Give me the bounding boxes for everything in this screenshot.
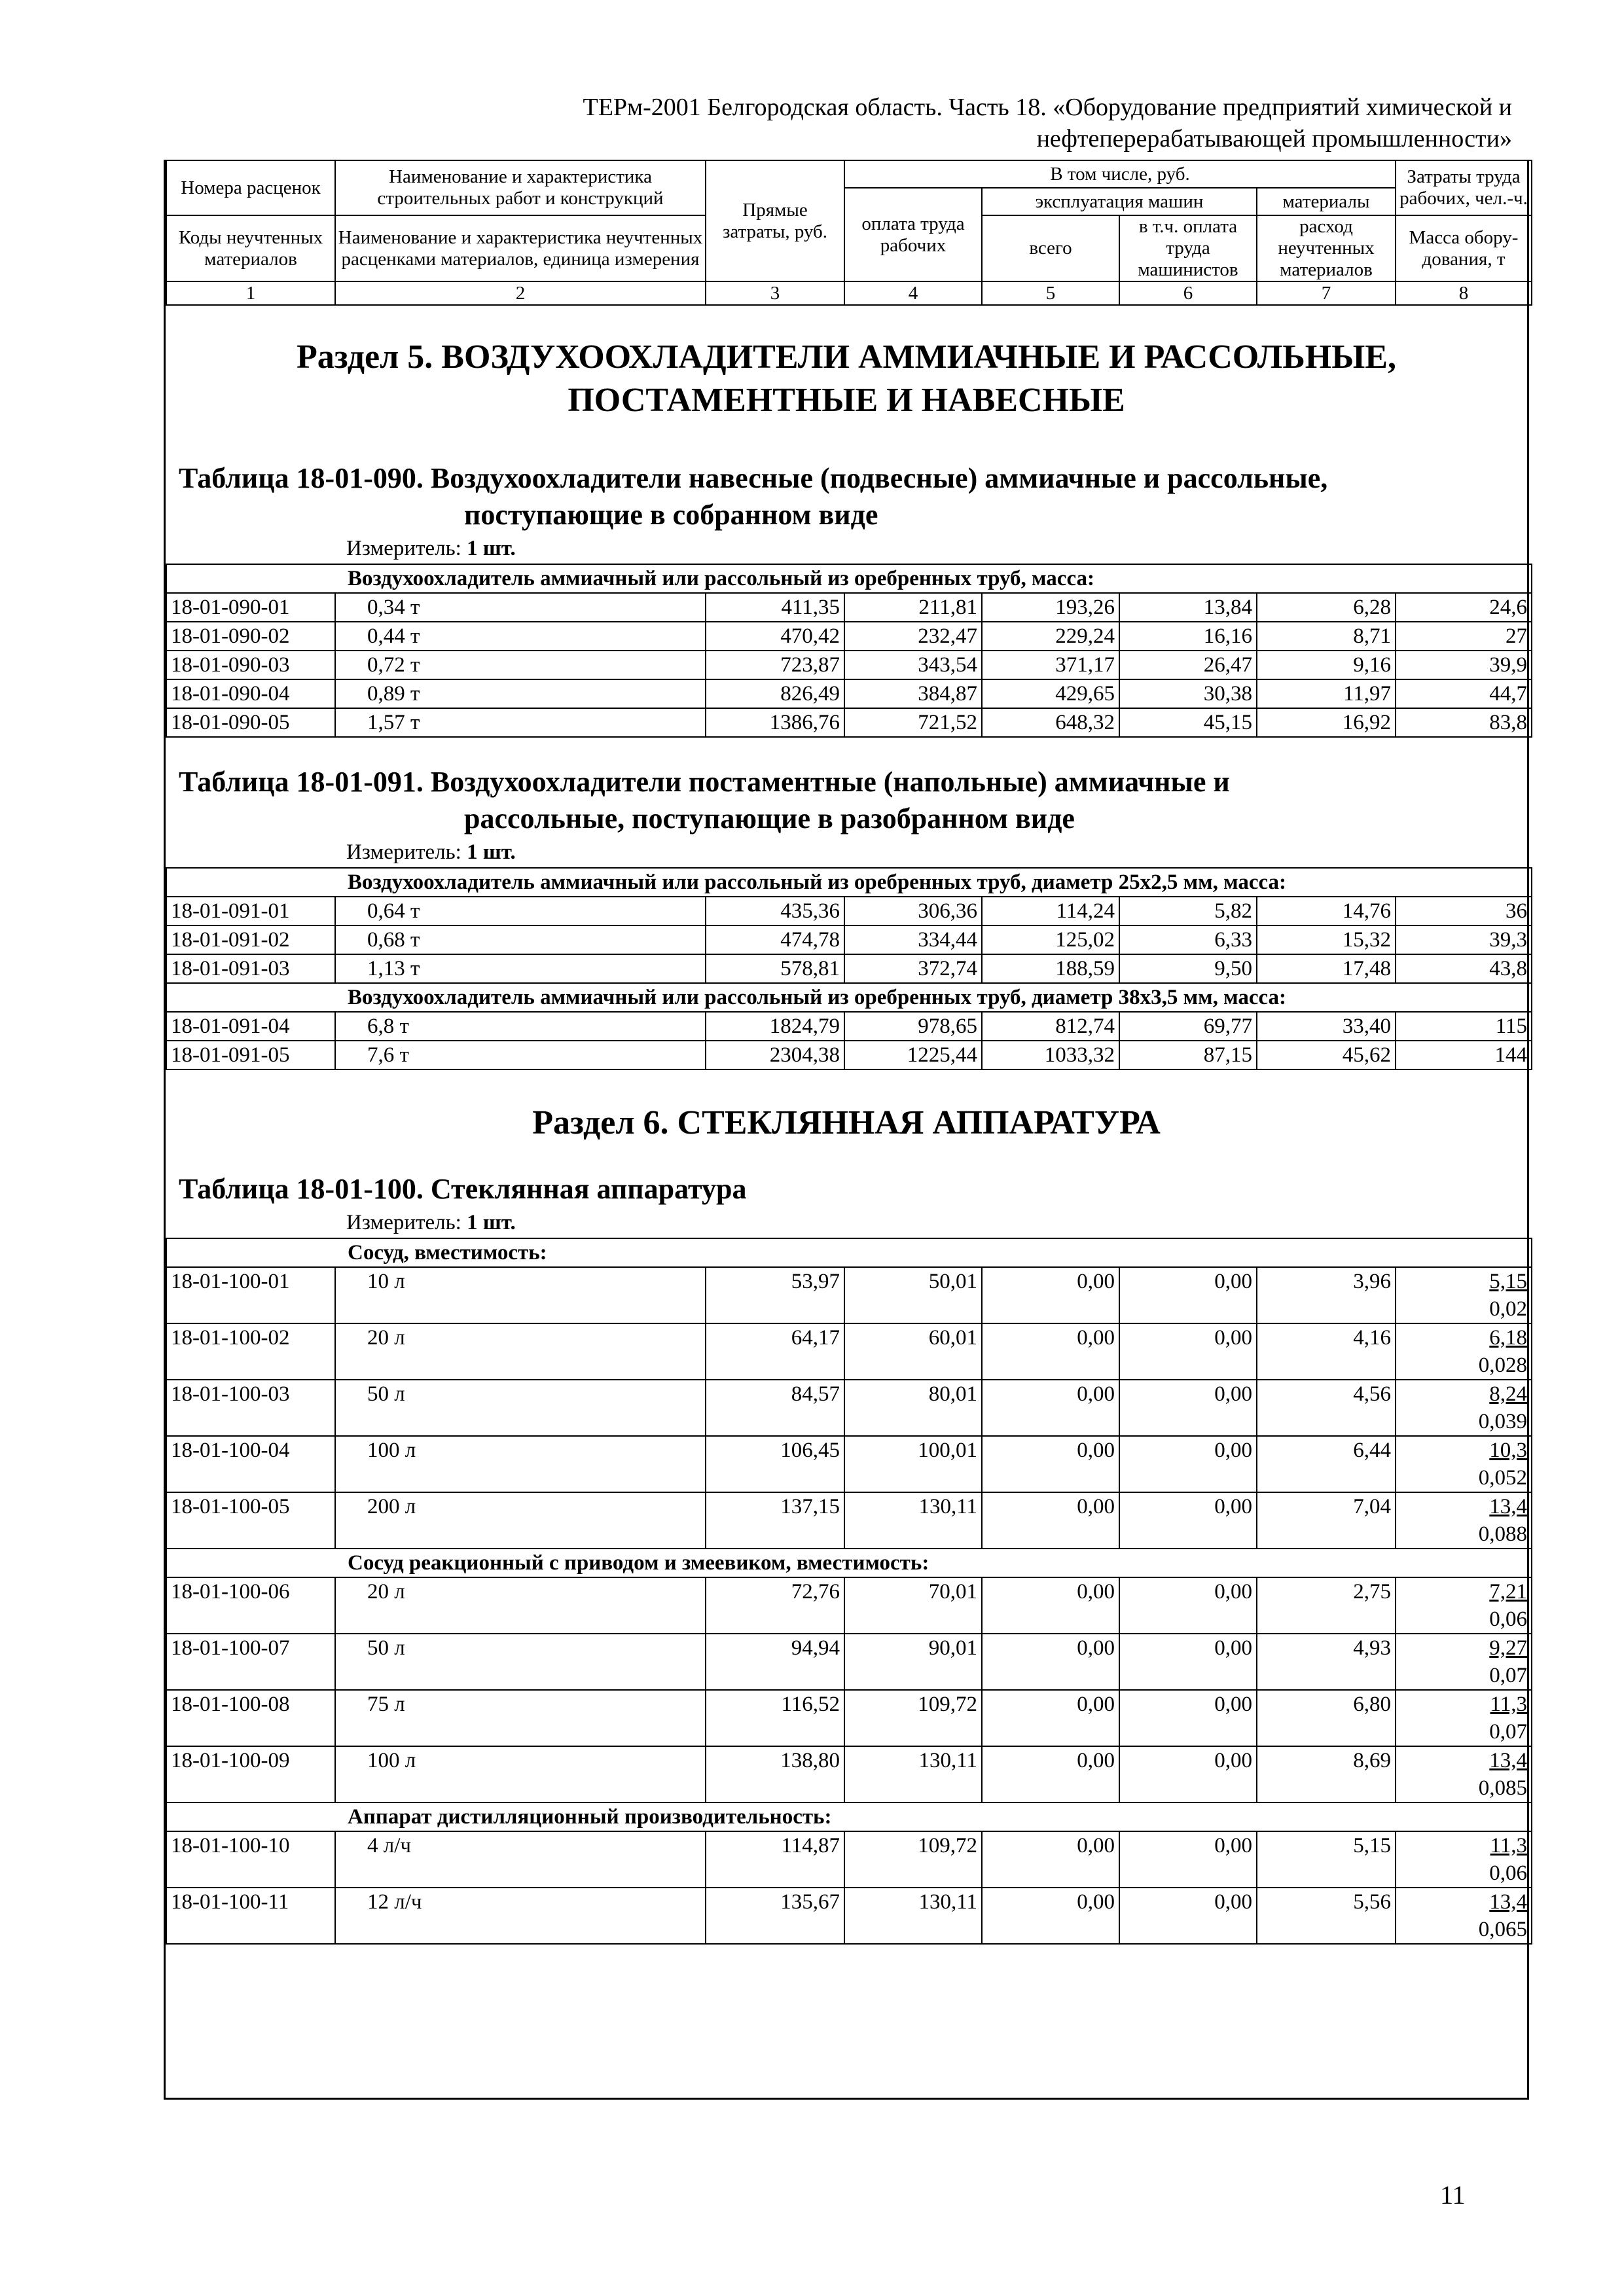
labor-costs: 39,3 [1396, 925, 1532, 954]
table-091-title-line1: Таблица 18-01-091. Воздухоохладители постаментные (напольные) аммиачные и [179, 766, 1230, 798]
labor-costs: 5,15 [1489, 1270, 1528, 1293]
labor-costs: 11,3 [1490, 1693, 1528, 1716]
materials-cost: 16,92 [1257, 708, 1396, 737]
equipment-mass: 0,039 [1478, 1410, 1528, 1433]
direct-costs: 578,81 [706, 954, 844, 983]
rate-code: 18-01-090-04 [166, 679, 335, 708]
table-row [166, 1267, 1532, 1323]
direct-costs: 411,35 [706, 593, 844, 622]
materials-cost: 17,48 [1257, 954, 1396, 983]
worker-pay: 211,81 [844, 593, 982, 622]
item-name: 0,64 т [335, 897, 706, 925]
item-name: 7,6 т [335, 1041, 706, 1069]
labor-and-mass [1396, 1380, 1532, 1436]
machinist-pay: 0,00 [1119, 1831, 1257, 1888]
group-header-row [166, 868, 1532, 897]
direct-costs: 137,15 [706, 1492, 844, 1549]
item-name: 10 л [335, 1267, 706, 1323]
group-header-row [166, 1803, 1532, 1831]
machinist-pay: 0,00 [1119, 1267, 1257, 1323]
group-header-label: Сосуд реакционный с приводом и змеевиком, вместимость: [166, 1549, 1532, 1577]
rate-code: 18-01-100-05 [166, 1492, 335, 1549]
worker-pay: 343,54 [844, 651, 982, 679]
header-col-number: 6 [1119, 281, 1257, 305]
worker-pay: 100,01 [844, 1436, 982, 1492]
materials-cost: 3,96 [1257, 1267, 1396, 1323]
direct-costs: 84,57 [706, 1380, 844, 1436]
machines-total: 193,26 [982, 593, 1119, 622]
item-name: 50 л [335, 1634, 706, 1690]
header-col-number: 5 [982, 281, 1119, 305]
materials-cost: 4,16 [1257, 1323, 1396, 1380]
labor-costs: 43,8 [1396, 954, 1532, 983]
direct-costs: 114,87 [706, 1831, 844, 1888]
equipment-mass: 0,07 [1489, 1664, 1528, 1687]
table-100-title: Таблица 18-01-100. Стеклянная аппаратура [179, 1173, 747, 1205]
item-name: 0,89 т [335, 679, 706, 708]
document-title [164, 92, 1512, 154]
labor-costs: 9,27 [1489, 1636, 1528, 1660]
rate-code: 18-01-090-01 [166, 593, 335, 622]
machines-total: 0,00 [982, 1380, 1119, 1436]
machinist-pay: 0,00 [1119, 1492, 1257, 1549]
section-6-title: Раздел 6. СТЕКЛЯННАЯ АППАРАТУРА [532, 1104, 1161, 1141]
machinist-pay: 6,33 [1119, 925, 1257, 954]
machines-total: 371,17 [982, 651, 1119, 679]
header-material-consumption: расход неучтенных материалов [1257, 215, 1396, 281]
labor-and-mass [1396, 1267, 1532, 1323]
machines-total: 125,02 [982, 925, 1119, 954]
direct-costs: 116,52 [706, 1690, 844, 1746]
labor-costs: 6,18 [1489, 1326, 1528, 1350]
meter-value: 1 шт. [467, 1211, 516, 1234]
labor-and-mass [1396, 1746, 1532, 1803]
labor-costs: 39,9 [1396, 651, 1532, 679]
meter-value: 1 шт. [467, 537, 516, 560]
machines-total: 188,59 [982, 954, 1119, 983]
table-row [166, 651, 1532, 679]
machinist-pay: 5,82 [1119, 897, 1257, 925]
group-header-label: Сосуд, вместимость: [166, 1238, 1532, 1267]
machinist-pay: 30,38 [1119, 679, 1257, 708]
machinist-pay: 0,00 [1119, 1888, 1257, 1944]
item-name: 0,34 т [335, 593, 706, 622]
item-name: 0,68 т [335, 925, 706, 954]
item-name: 20 л [335, 1323, 706, 1380]
rate-code: 18-01-090-05 [166, 708, 335, 737]
direct-costs: 53,97 [706, 1267, 844, 1323]
group-header-label: Воздухоохладитель аммиачный или рассольный из оребренных труб, масса: [166, 564, 1532, 593]
direct-costs: 470,42 [706, 622, 844, 651]
machines-total: 0,00 [982, 1888, 1119, 1944]
worker-pay: 721,52 [844, 708, 982, 737]
table-row [166, 593, 1532, 622]
header-col-number: 7 [1257, 281, 1396, 305]
materials-cost: 14,76 [1257, 897, 1396, 925]
rate-code: 18-01-090-03 [166, 651, 335, 679]
machinist-pay: 0,00 [1119, 1577, 1257, 1634]
group-header-row [166, 1549, 1532, 1577]
equipment-mass: 0,085 [1478, 1776, 1528, 1800]
labor-and-mass [1396, 1323, 1532, 1380]
rate-code: 18-01-100-08 [166, 1690, 335, 1746]
direct-costs: 64,17 [706, 1323, 844, 1380]
machines-total: 812,74 [982, 1012, 1119, 1041]
worker-pay: 90,01 [844, 1634, 982, 1690]
materials-cost: 8,69 [1257, 1746, 1396, 1803]
table-090-title-line2: поступающие в собранном виде [464, 499, 878, 531]
table-090-title-line1: Таблица 18-01-090. Воздухоохладители навесные (подвесные) аммиачные и рассольные, [179, 462, 1328, 494]
machines-total: 648,32 [982, 708, 1119, 737]
direct-costs: 474,78 [706, 925, 844, 954]
header-including: В том числе, руб. [844, 160, 1396, 188]
direct-costs: 2304,38 [706, 1041, 844, 1069]
table-row [166, 1492, 1532, 1549]
materials-cost: 5,56 [1257, 1888, 1396, 1944]
machines-total: 0,00 [982, 1492, 1119, 1549]
direct-costs: 138,80 [706, 1746, 844, 1803]
machines-total: 0,00 [982, 1831, 1119, 1888]
labor-costs: 144 [1396, 1041, 1532, 1069]
worker-pay: 130,11 [844, 1492, 982, 1549]
equipment-mass: 0,06 [1489, 1607, 1528, 1631]
item-name: 4 л/ч [335, 1831, 706, 1888]
worker-pay: 50,01 [844, 1267, 982, 1323]
worker-pay: 80,01 [844, 1380, 982, 1436]
materials-cost: 6,80 [1257, 1690, 1396, 1746]
machinist-pay: 87,15 [1119, 1041, 1257, 1069]
materials-cost: 2,75 [1257, 1577, 1396, 1634]
rate-code: 18-01-100-02 [166, 1323, 335, 1380]
table-row [166, 1380, 1532, 1436]
table-row [166, 1690, 1532, 1746]
item-name: 0,72 т [335, 651, 706, 679]
labor-costs: 44,7 [1396, 679, 1532, 708]
rate-code: 18-01-100-03 [166, 1380, 335, 1436]
rate-code: 18-01-100-06 [166, 1577, 335, 1634]
labor-costs: 13,4 [1489, 1495, 1528, 1518]
materials-cost: 6,28 [1257, 593, 1396, 622]
worker-pay: 70,01 [844, 1577, 982, 1634]
machinist-pay: 69,77 [1119, 1012, 1257, 1041]
table-100 [166, 1238, 1532, 1945]
header-equipment-mass: Масса обору-дования, т [1396, 215, 1532, 281]
page-frame [164, 160, 1529, 2100]
equipment-mass: 0,052 [1478, 1466, 1528, 1490]
document-title-line1: ТЕРм-2001 Белгородская область. Часть 18. «Оборудование предприятий химической и [583, 94, 1512, 121]
direct-costs: 435,36 [706, 897, 844, 925]
table-091-title-line2: рассольные, поступающие в разобранном виде [464, 802, 1075, 834]
direct-costs: 826,49 [706, 679, 844, 708]
rate-code: 18-01-090-02 [166, 622, 335, 651]
worker-pay: 1225,44 [844, 1041, 982, 1069]
table-row [166, 622, 1532, 651]
labor-costs: 10,3 [1489, 1439, 1528, 1462]
table-row [166, 1041, 1532, 1069]
machines-total: 0,00 [982, 1267, 1119, 1323]
rate-code: 18-01-091-04 [166, 1012, 335, 1041]
machines-total: 1033,32 [982, 1041, 1119, 1069]
header-material-codes: Коды неучтенных материалов [166, 215, 335, 281]
machines-total: 0,00 [982, 1634, 1119, 1690]
worker-pay: 372,74 [844, 954, 982, 983]
direct-costs: 94,94 [706, 1634, 844, 1690]
equipment-mass: 0,02 [1489, 1297, 1528, 1321]
item-name: 1,57 т [335, 708, 706, 737]
labor-costs: 115 [1396, 1012, 1532, 1041]
direct-costs: 1824,79 [706, 1012, 844, 1041]
machinist-pay: 0,00 [1119, 1436, 1257, 1492]
group-header-row [166, 983, 1532, 1012]
machinist-pay: 16,16 [1119, 622, 1257, 651]
table-090-meter [166, 533, 1527, 564]
materials-cost: 9,16 [1257, 651, 1396, 679]
table-row [166, 1436, 1532, 1492]
machinist-pay: 0,00 [1119, 1634, 1257, 1690]
header-col-number: 2 [335, 281, 706, 305]
labor-costs: 24,6 [1396, 593, 1532, 622]
labor-costs: 13,4 [1489, 1749, 1528, 1772]
table-row [166, 1012, 1532, 1041]
rate-code: 18-01-100-11 [166, 1888, 335, 1944]
table-row [166, 954, 1532, 983]
header-machines-total: всего [982, 215, 1119, 281]
group-header-row [166, 564, 1532, 593]
item-name: 50 л [335, 1380, 706, 1436]
materials-cost: 6,44 [1257, 1436, 1396, 1492]
header-col-number: 1 [166, 281, 335, 305]
machines-total: 0,00 [982, 1746, 1119, 1803]
table-100-meter [166, 1208, 1527, 1238]
header-machinist-pay: в т.ч. оплата труда машинистов [1119, 215, 1257, 281]
machinist-pay: 45,15 [1119, 708, 1257, 737]
rate-code: 18-01-100-04 [166, 1436, 335, 1492]
labor-costs: 36 [1396, 897, 1532, 925]
machinist-pay: 26,47 [1119, 651, 1257, 679]
rate-code: 18-01-100-10 [166, 1831, 335, 1888]
page-number: 11 [1440, 2180, 1466, 2210]
header-col-number: 8 [1396, 281, 1532, 305]
equipment-mass: 0,07 [1489, 1720, 1528, 1744]
header-material-names: Наименование и характеристика неучтенных расценками материалов, единица измерения [335, 215, 706, 281]
rate-code: 18-01-100-01 [166, 1267, 335, 1323]
worker-pay: 232,47 [844, 622, 982, 651]
header-work-name: Наименование и характеристика строительных работ и конструкций [335, 160, 706, 215]
item-name: 1,13 т [335, 954, 706, 983]
labor-and-mass [1396, 1577, 1532, 1634]
table-row [166, 708, 1532, 737]
table-091 [166, 867, 1532, 1070]
table-row [166, 679, 1532, 708]
direct-costs: 1386,76 [706, 708, 844, 737]
worker-pay: 978,65 [844, 1012, 982, 1041]
header-direct-costs: Прямые затраты, руб. [706, 160, 844, 281]
group-header-row [166, 1238, 1532, 1267]
materials-cost: 45,62 [1257, 1041, 1396, 1069]
machinist-pay: 0,00 [1119, 1690, 1257, 1746]
worker-pay: 334,44 [844, 925, 982, 954]
labor-costs: 11,3 [1490, 1834, 1528, 1857]
labor-and-mass [1396, 1634, 1532, 1690]
table-row [166, 897, 1532, 925]
worker-pay: 130,11 [844, 1746, 982, 1803]
table-090 [166, 564, 1532, 738]
materials-cost: 15,32 [1257, 925, 1396, 954]
document-title-line2: нефтеперерабатывающей промышленности» [1036, 125, 1512, 152]
direct-costs: 135,67 [706, 1888, 844, 1944]
worker-pay: 60,01 [844, 1323, 982, 1380]
table-row [166, 1577, 1532, 1634]
item-name: 200 л [335, 1492, 706, 1549]
item-name: 75 л [335, 1690, 706, 1746]
table-row [166, 1746, 1532, 1803]
group-header-label: Воздухоохладитель аммиачный или рассольный из оребренных труб, диаметр 25х2,5 мм, масса: [166, 868, 1532, 897]
materials-cost: 33,40 [1257, 1012, 1396, 1041]
labor-costs: 8,24 [1489, 1382, 1528, 1406]
equipment-mass: 0,028 [1478, 1354, 1528, 1377]
materials-cost: 8,71 [1257, 622, 1396, 651]
group-header-label: Аппарат дистилляционный производительность: [166, 1803, 1532, 1831]
item-name: 12 л/ч [335, 1888, 706, 1944]
meter-label: Измеритель: [346, 537, 461, 560]
rate-code: 18-01-091-02 [166, 925, 335, 954]
labor-and-mass [1396, 1888, 1532, 1944]
rate-code: 18-01-091-05 [166, 1041, 335, 1069]
equipment-mass: 0,06 [1489, 1861, 1528, 1885]
item-name: 100 л [335, 1746, 706, 1803]
machines-total: 0,00 [982, 1577, 1119, 1634]
machines-total: 0,00 [982, 1690, 1119, 1746]
header-worker-pay: оплата труда рабочих [844, 188, 982, 281]
machines-total: 229,24 [982, 622, 1119, 651]
labor-costs: 13,4 [1489, 1890, 1528, 1914]
rate-code: 18-01-091-01 [166, 897, 335, 925]
labor-and-mass [1396, 1831, 1532, 1888]
section-5-title [166, 336, 1527, 422]
table-row [166, 925, 1532, 954]
labor-costs: 27 [1396, 622, 1532, 651]
equipment-mass: 0,088 [1478, 1522, 1528, 1546]
machines-total: 429,65 [982, 679, 1119, 708]
rate-code: 18-01-100-09 [166, 1746, 335, 1803]
item-name: 0,44 т [335, 622, 706, 651]
materials-cost: 5,15 [1257, 1831, 1396, 1888]
item-name: 100 л [335, 1436, 706, 1492]
header-col-number: 3 [706, 281, 844, 305]
meter-label: Измеритель: [346, 1211, 461, 1234]
column-header-table [166, 160, 1532, 306]
rate-code: 18-01-100-07 [166, 1634, 335, 1690]
labor-and-mass [1396, 1690, 1532, 1746]
item-name: 6,8 т [335, 1012, 706, 1041]
machinist-pay: 9,50 [1119, 954, 1257, 983]
labor-and-mass [1396, 1436, 1532, 1492]
table-row [166, 1831, 1532, 1888]
machinist-pay: 13,84 [1119, 593, 1257, 622]
direct-costs: 723,87 [706, 651, 844, 679]
item-name: 20 л [335, 1577, 706, 1634]
header-rate-number: Номера расценок [166, 160, 335, 215]
worker-pay: 109,72 [844, 1690, 982, 1746]
equipment-mass: 0,065 [1478, 1918, 1528, 1941]
table-091-title [166, 764, 1527, 837]
direct-costs: 72,76 [706, 1577, 844, 1634]
machines-total: 114,24 [982, 897, 1119, 925]
table-row [166, 1634, 1532, 1690]
machines-total: 0,00 [982, 1436, 1119, 1492]
machines-total: 0,00 [982, 1323, 1119, 1380]
table-091-meter [166, 837, 1527, 867]
labor-costs: 7,21 [1489, 1580, 1528, 1604]
header-col-number: 4 [844, 281, 982, 305]
machinist-pay: 0,00 [1119, 1323, 1257, 1380]
group-header-label: Воздухоохладитель аммиачный или рассольный из оребренных труб, диаметр 38х3,5 мм, масса: [166, 983, 1532, 1012]
meter-value: 1 шт. [467, 840, 516, 864]
header-labor-costs: Затраты труда рабочих, чел.-ч. [1396, 160, 1532, 215]
section-5-title-line1: Раздел 5. ВОЗДУХООХЛАДИТЕЛИ АММИАЧНЫЕ И РАССОЛЬНЫЕ, [297, 338, 1396, 376]
table-row [166, 1888, 1532, 1944]
table-090-title [166, 460, 1527, 533]
worker-pay: 384,87 [844, 679, 982, 708]
meter-label: Измеритель: [346, 840, 461, 864]
table-row [166, 1323, 1532, 1380]
header-materials: материалы [1257, 188, 1396, 215]
section-5-title-line2: ПОСТАМЕНТНЫЕ И НАВЕСНЫЕ [568, 382, 1125, 419]
materials-cost: 4,56 [1257, 1380, 1396, 1436]
worker-pay: 306,36 [844, 897, 982, 925]
labor-costs: 83,8 [1396, 708, 1532, 737]
materials-cost: 11,97 [1257, 679, 1396, 708]
machinist-pay: 0,00 [1119, 1380, 1257, 1436]
rate-code: 18-01-091-03 [166, 954, 335, 983]
worker-pay: 130,11 [844, 1888, 982, 1944]
materials-cost: 4,93 [1257, 1634, 1396, 1690]
header-machine-operation: эксплуатация машин [982, 188, 1257, 215]
machinist-pay: 0,00 [1119, 1746, 1257, 1803]
direct-costs: 106,45 [706, 1436, 844, 1492]
materials-cost: 7,04 [1257, 1492, 1396, 1549]
labor-and-mass [1396, 1492, 1532, 1549]
worker-pay: 109,72 [844, 1831, 982, 1888]
